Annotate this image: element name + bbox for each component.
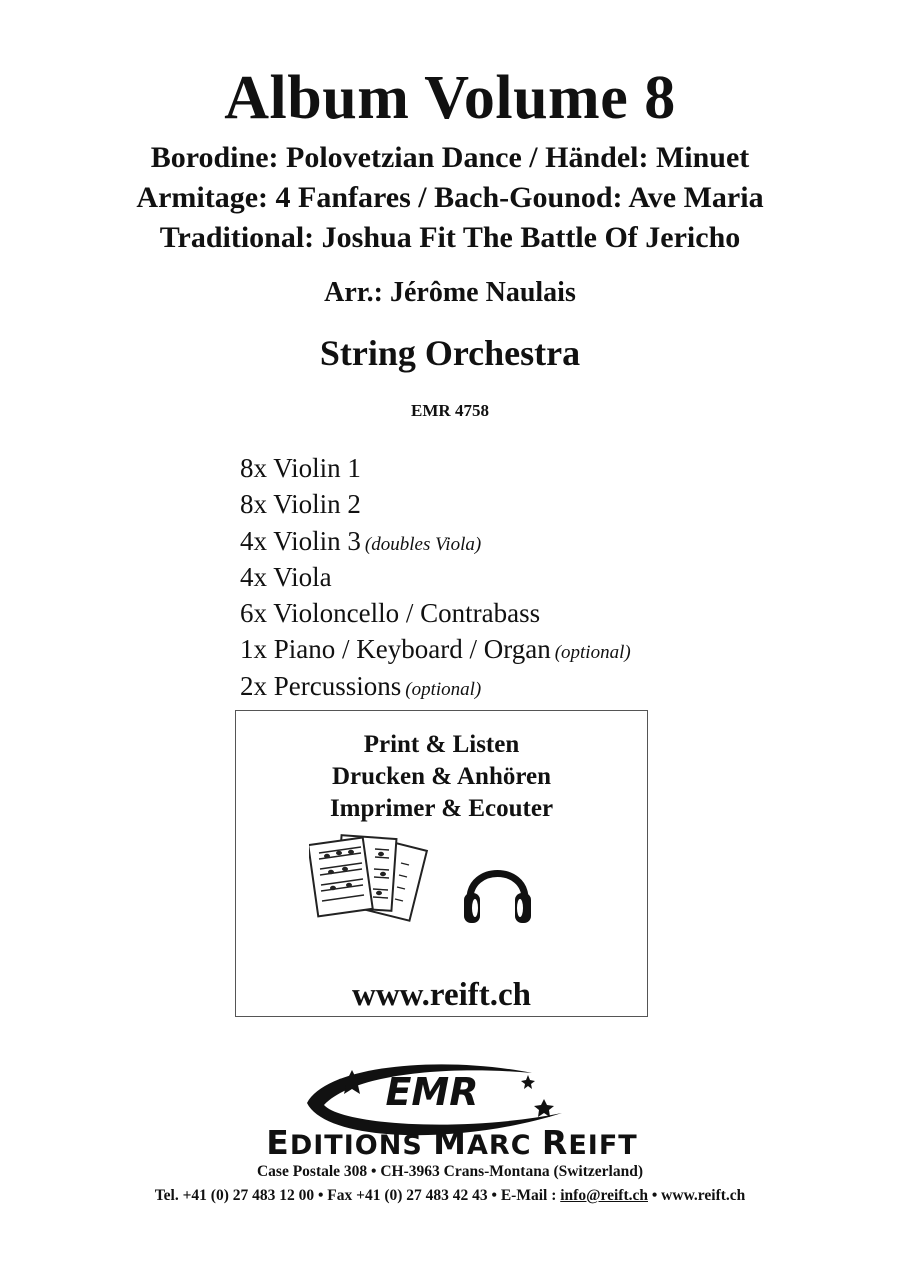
contact-phone-fax: Tel. +41 (0) 27 483 12 00 • Fax +41 (0) 27 483 42 43 • E-Mail : (154, 1187, 561, 1204)
instrument-item: 4x Viola (240, 561, 332, 592)
sheet-music-icon (309, 833, 439, 933)
instrument-item: 2x Percussions (optional) (240, 670, 482, 701)
print-listen-box (235, 710, 648, 1017)
catalog-number: EMR 4758 (411, 401, 489, 420)
contact-website: • www.reift.ch (648, 1187, 746, 1204)
publisher-address: Case Postale 308 • CH-3963 Crans-Montana (Switzerland) (256, 1163, 643, 1180)
email-link[interactable]: info@reift.ch (560, 1187, 648, 1204)
works-list (0, 138, 900, 258)
work-line: Armitage: 4 Fanfares / Bach-Gounod: Ave Maria (136, 181, 764, 214)
publisher-name: EDITIONS MARC REIFT (266, 1123, 638, 1162)
promo-line: Print & Listen (363, 731, 520, 758)
album-title: Album Volume 8 (224, 64, 676, 132)
instrument-item: 8x Violin 2 (240, 489, 361, 520)
work-line: Traditional: Joshua Fit The Battle Of Jericho (159, 221, 741, 254)
instrument-item: 8x Violin 1 (240, 453, 361, 483)
emr-logo-mark: EMR (385, 1070, 479, 1114)
work-line: Borodine: Polovetzian Dance / Händel: Minuet (150, 141, 750, 174)
promo-line: Drucken & Anhören (331, 763, 551, 790)
instrumentation-list (240, 452, 631, 706)
instrument-item: 4x Violin 3 (doubles Viola) (240, 525, 482, 556)
instrument-item: 6x Violoncello / Contrabass (240, 598, 541, 629)
instrument-item: 1x Piano / Keyboard / Organ (optional) (240, 634, 631, 665)
headphones-icon (460, 851, 535, 931)
publisher-contact (0, 1186, 900, 1206)
promo-line: Imprimer & Ecouter (329, 795, 554, 822)
arranger: Arr.: Jérôme Naulais (324, 277, 576, 308)
promo-url: www.reift.ch (351, 977, 532, 1013)
ensemble: String Orchestra (319, 333, 581, 373)
